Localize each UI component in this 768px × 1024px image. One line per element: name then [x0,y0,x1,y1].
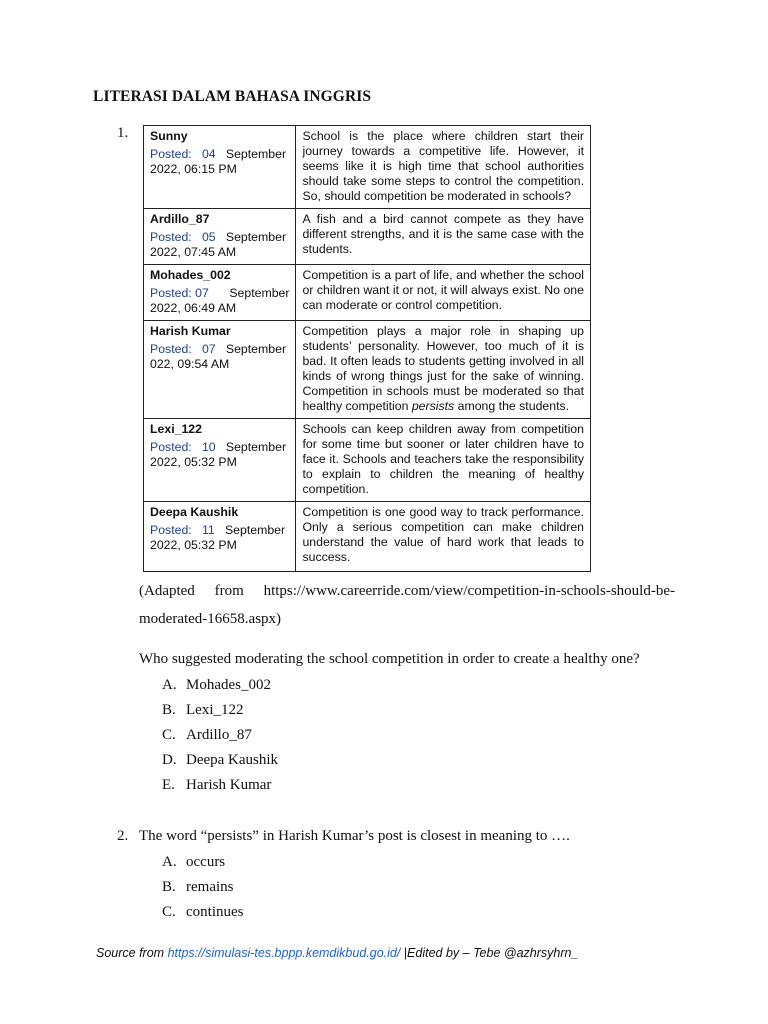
list-item: E. Harish Kumar [162,777,272,793]
post-date: Posted: 11 September 2022, 05:32 PM [150,523,286,552]
post-text: Competition is one good way to track performance. Only a serious competition can make children understand the value of hard work that leads to success. [296,502,591,572]
post-username: Deepa Kaushik [150,505,239,519]
table-row [144,502,591,572]
forum-posts-table [143,125,591,572]
source-link[interactable]: https://simulasi-tes.bppp.kemdikbud.go.id/ [167,946,401,960]
list-item: B. remains [162,879,234,895]
list-item: C. Ardillo_87 [162,727,252,743]
question-2 [117,828,570,845]
post-username: Mohades_002 [150,268,231,282]
post-date: Posted: 07 September 022, 09:54 AM [150,342,287,371]
list-item: A. occurs [162,854,226,870]
post-text: A fish and a bird cannot compete as they have different strengths, and it is the same case with the students. [296,209,591,265]
table-row [144,126,591,209]
list-item: A. Mohades_002 [162,677,271,693]
question-1-number: 1. [117,125,129,141]
page-title: LITERASI DALAM BAHASA INGGRIS [93,88,372,105]
highlighted-word-persists: persists [411,399,455,413]
post-text: School is the place where children start their journey towards a competitive life. However, it seems like it is high time that school authorities should take some steps to control the competition. So, should competition be moderated in schools? [296,126,591,209]
post-meta [144,265,296,321]
list-item: D. Deepa Kaushik [162,752,279,768]
list-item: C. continues [162,904,244,920]
post-username: Sunny [150,129,188,143]
post-meta [144,321,296,419]
source-citation: (Adapted from https://www.careerride.com/view/competition-in-schools-should-be-moderated-16658.aspx) [139,583,675,627]
question-1-options [162,676,278,801]
post-username: Harish Kumar [150,324,231,338]
post-text: Competition is a part of life, and whether the school or children want it or not, it will always exist. No one can moderate or control competition. [296,265,591,321]
question-1-text: Who suggested moderating the school competition in order to create a healthy one? [139,651,640,667]
post-date: Posted: 04 September 2022, 06:15 PM [150,147,287,176]
table-row [144,419,591,502]
post-text: Schools can keep children away from competition for some time but sooner or later children have to face it. Schools and teachers take the responsibility to explain to children the meaning of healthy competition. [296,419,591,502]
question-2-options [162,853,244,928]
post-meta [144,126,296,209]
footer-source: Source from https://simulasi-tes.bppp.kemdikbud.go.id/ |Edited by – Tebe @azhrsyhrn_ [96,946,579,960]
table-row [144,265,591,321]
post-username: Ardillo_87 [150,212,210,226]
post-date: Posted: 05 September 2022, 07:45 AM [150,230,287,259]
post-username: Lexi_122 [150,422,202,436]
post-date: Posted: 10 September 2022, 05:32 PM [150,440,287,469]
post-meta [144,209,296,265]
post-meta [144,502,296,572]
table-row [144,209,591,265]
question-2-text: The word “persists” in Harish Kumar’s post is closest in meaning to …. [139,828,570,844]
question-2-number: 2. [117,828,129,844]
list-item: B. Lexi_122 [162,702,244,718]
post-date: Posted: 07 September 2022, 06:49 AM [150,286,290,315]
table-row [144,321,591,419]
post-text: Competition plays a major role in shaping up students’ personality. However, too much of it is bad. It often leads to students getting involved in all kinds of wrong things just for the sake of winning. Competition in schools must be moderated so that healthy competition persists among the students. [296,321,591,419]
post-meta [144,419,296,502]
